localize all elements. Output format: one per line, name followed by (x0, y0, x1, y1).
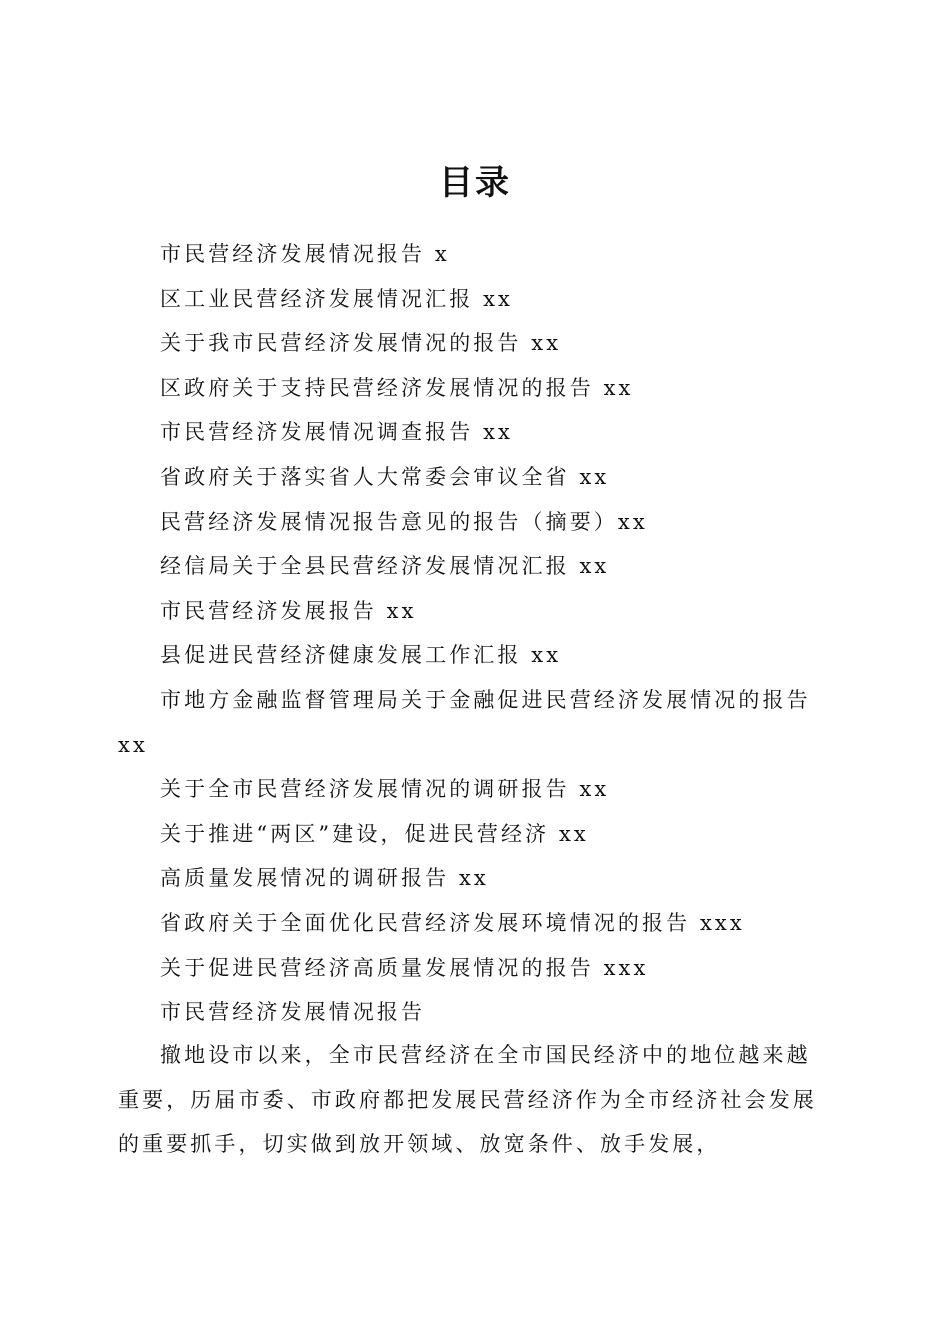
toc-item: 市民营经济发展情况报告 x (160, 242, 450, 266)
toc-item: 关于促进民营经济高质量发展情况的报告 xxx (160, 955, 649, 980)
toc-item: 县促进民营经济健康发展工作汇报 xx (160, 643, 562, 668)
toc-item: 关于我市民营经济发展情况的报告 xx (160, 331, 562, 356)
toc-item: 市民营经济发展情况报告 (160, 1000, 426, 1025)
table-of-contents (118, 232, 833, 1035)
toc-item: 关于全市民营经济发展情况的调研报告 xx (160, 777, 610, 802)
toc-item: 区政府关于支持民营经济发展情况的报告 xx (160, 375, 634, 400)
body-paragraph: 撤地设市以来，全市民营经济在全市国民经济中的地位越来越重要，历届市委、市政府都把发展民营经济作为全市经济社会发展的重要抓手，切实做到放开领域、放宽条件、放手发展， (118, 1043, 817, 1157)
toc-item: 省政府关于全面优化民营经济发展环境情况的报告 xxx (160, 910, 745, 935)
page-title: 目录 (439, 162, 511, 203)
toc-item: 市地方金融监督管理局关于金融促进民营经济发展情况的报告 xx (118, 687, 811, 757)
toc-item: 高质量发展情况的调研报告 xx (160, 866, 489, 891)
toc-item: 区工业民营经济发展情况汇报 xx (160, 286, 513, 311)
toc-item: 关于推进“两区”建设，促进民营经济 xx (160, 821, 589, 846)
toc-item: 省政府关于落实省人大常委会审议全省 xx (160, 464, 610, 489)
toc-item: 民营经济发展情况报告意见的报告（摘要）xx (160, 509, 648, 534)
toc-item: 经信局关于全县民营经济发展情况汇报 xx (160, 554, 610, 579)
toc-item: 市民营经济发展报告 xx (160, 598, 417, 623)
toc-item: 市民营经济发展情况调查报告 xx (160, 420, 513, 445)
